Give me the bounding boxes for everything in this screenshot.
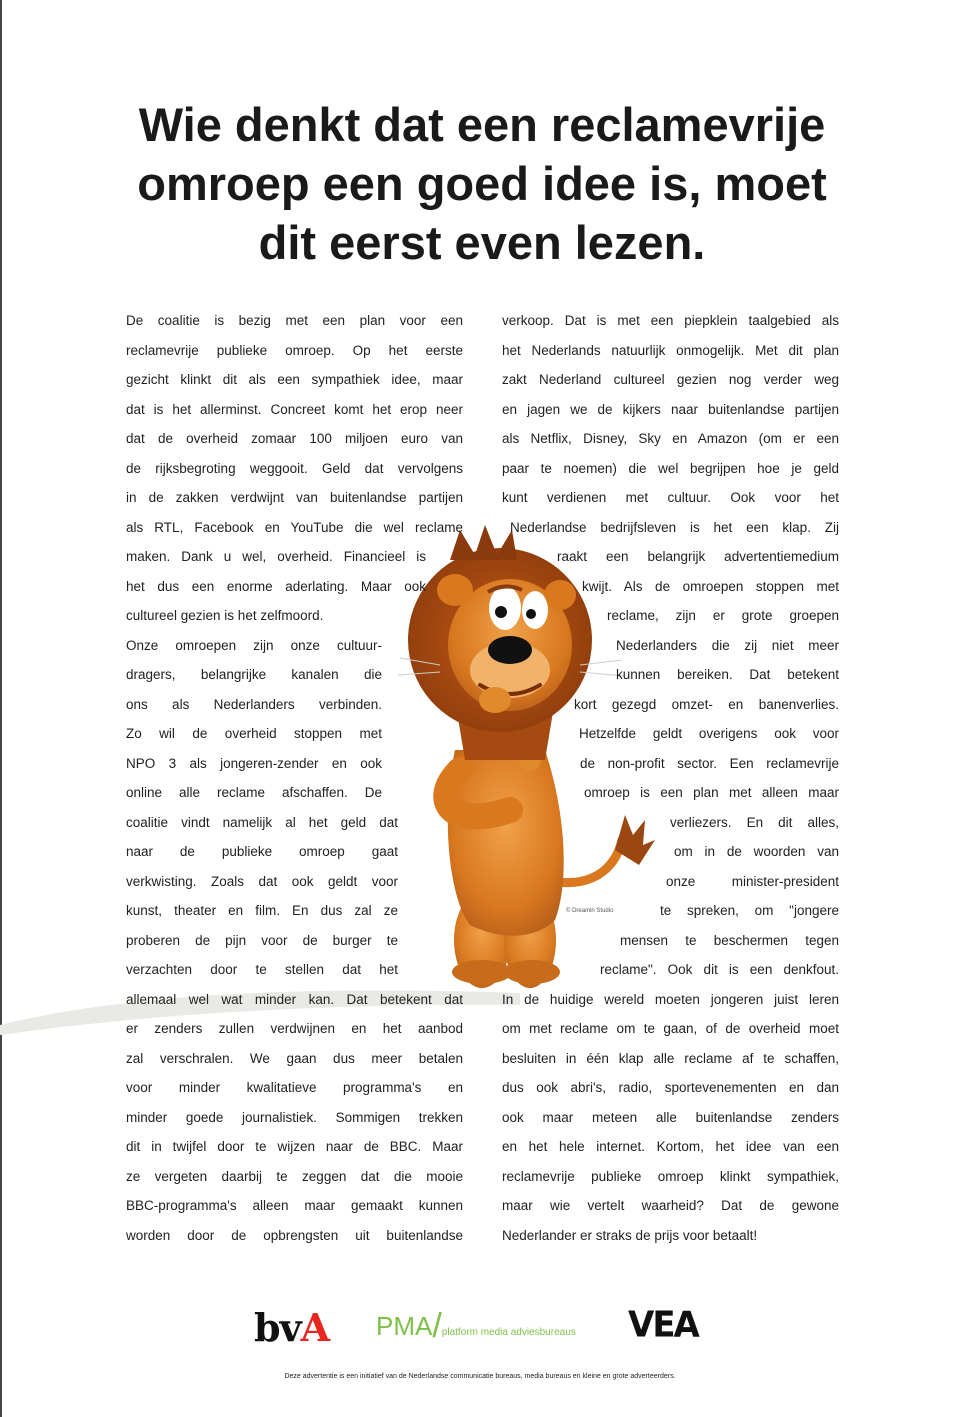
vea-logo: VEA [628, 1304, 698, 1346]
article-line: om met reclame om te gaan, of de overheid moet [502, 1021, 839, 1036]
article-column-right [502, 306, 839, 1250]
article-line: naar de publieke omroep gaat [126, 844, 398, 859]
headline-line: dit eerst even lezen. [258, 216, 706, 269]
article-line: het Nederlands natuurlijk onmogelijk. Met dit plan [502, 342, 839, 358]
article-line: In de huidige wereld moeten jongeren juist leren [502, 991, 839, 1007]
pma-logo-text: PMA [376, 1311, 433, 1341]
pma-logo [376, 1305, 576, 1345]
article-line: paar te noemen) die wel begrijpen hoe je geld [502, 460, 839, 476]
article-line: dragers, belangrijke kanalen die [126, 667, 382, 682]
article-line: mensen te beschermen tegen [620, 932, 839, 948]
article-line: Nederlanders die zij niet meer [616, 637, 839, 653]
article-line: worden door de opbrengsten uit buitenlandse [126, 1227, 463, 1243]
bva-logo-main: bv [254, 1305, 301, 1350]
article-line: Zo wil de overheid stoppen met [126, 726, 382, 741]
article-line: verkwisting. Zoals dat ook geldt voor [126, 873, 398, 889]
article-line: reclame, zijn er grote groepen [607, 608, 839, 623]
article-line: Nederlander er straks de prijs voor betaalt! [502, 1227, 758, 1243]
article-line: Nederlandse bedrijfsleven is het een klap. Zij [510, 519, 839, 535]
article-line: de rijksbegroting weggooit. Geld dat vervolgens [126, 460, 463, 476]
article-line: gezicht klinkt dit als een sympathiek idee, maar [126, 372, 463, 387]
article-line: kort gezegd omzet- en banenverlies. [574, 696, 839, 712]
article-column-left [126, 306, 463, 1250]
article-line: zal verschralen. We gaan dus meer betalen [126, 1050, 463, 1066]
headline [100, 95, 864, 272]
article-line: het dus een enorme aderlating. Maar ook [126, 578, 426, 594]
article-line: kunnen bereiken. Dat betekent [616, 667, 839, 682]
article-line: voor minder kwalitatieve programma's en [126, 1080, 463, 1095]
article-line: cultureel gezien is het zelfmoord. [126, 608, 324, 623]
article-line: verliezers. En dit alles, [670, 814, 839, 830]
article-line: dus ook abri's, radio, sportevenementen en dan [502, 1080, 839, 1095]
article-line: reclame". Ook dit is een denkfout. [600, 962, 839, 977]
article-line: als RTL, Facebook en YouTube die wel reclame [126, 519, 463, 535]
article-line: verzachten door te stellen dat het [126, 962, 398, 977]
headline-line: Wie denkt dat een reclamevrije [138, 98, 826, 151]
article-line: Onze omroepen zijn onze cultuur- [126, 637, 382, 653]
article-line: verkoop. Dat is met een piepklein taalgebied als [502, 313, 839, 328]
article-line: kunt verdienen met cultuur. Ook voor het [502, 490, 839, 505]
article-line: onze minister-president [666, 873, 839, 889]
article-line: ons als Nederlanders verbinden. [126, 696, 382, 712]
article-line: allemaal wel wat minder kan. Dat betekent dat [126, 991, 463, 1007]
article-line: NPO 3 als jongeren-zender en ook [126, 755, 382, 771]
pma-logo-slash: / [432, 1307, 442, 1345]
article-line: zakt Nederland cultureel gezien nog verder weg [502, 372, 839, 387]
image-credit: © Dreamin Studio [566, 908, 614, 914]
article-line: er zenders zullen verdwijnen en het aanbod [126, 1021, 463, 1036]
article-line: de non-profit sector. Een reclamevrije [580, 755, 839, 771]
page-border [0, 0, 2, 1417]
article-line: ook maar meteen alle buitenlandse zenders [502, 1109, 839, 1125]
headline-line: omroep een goed idee is, moet [137, 157, 827, 210]
article-line: en het hele internet. Kortom, het idee van een [502, 1139, 839, 1154]
article-line: De coalitie is bezig met een plan voor een [126, 313, 463, 328]
article-line: te spreken, om "jongere [660, 903, 839, 918]
article-line: minder goede journalistiek. Sommigen trekken [126, 1109, 463, 1125]
bva-logo-accent: A [300, 1305, 330, 1350]
article-line: om in de woorden van [674, 844, 839, 859]
footer-note: Deze advertentie is een initiatief van de Nederlandse communicatie bureaus, media bureaus en kleine en grote adverteerders. [284, 1373, 676, 1380]
article-line: als Netflix, Disney, Sky en Amazon (om er een [502, 431, 839, 446]
bva-logo [254, 1305, 330, 1350]
article-line: raakt een belangrijk advertentiemedium [557, 549, 839, 564]
article-line: omroep is een plan met alleen maar [584, 785, 839, 800]
pma-logo-subtitle: platform media adviesbureaus [441, 1327, 576, 1338]
article-line: maken. Dank u wel, overheid. Financieel is [126, 549, 426, 564]
article-line: reclamevrije publieke omroep klinkt sympathiek, [502, 1168, 839, 1184]
article-line: coalitie vindt namelijk al het geld dat [126, 814, 398, 830]
article-line: maar wie vertelt waarheid? Dat de gewone [502, 1198, 839, 1213]
article-line: en jagen we de kijkers naar buitenlandse partijen [502, 401, 839, 417]
article-line: reclamevrije publieke omroep. Op het eerste [126, 342, 463, 358]
article-line: ze vergeten daarbij te zeggen dat die mooie [126, 1168, 463, 1184]
article-line: BBC-programma's alleen maar gemaakt kunnen [126, 1198, 463, 1213]
article-line: besluiten in één klap alle reclame af te schaffen, [502, 1050, 839, 1066]
article-line: proberen de pijn voor de burger te [126, 932, 398, 948]
article-line: kunst, theater en film. En dus zal ze [126, 903, 398, 918]
article-line: dit in twijfel door te wijzen naar de BBC. Maar [126, 1139, 463, 1154]
article-line: dat is het allerminst. Concreet komt het erop neer [126, 401, 463, 417]
article-line: kwijt. Als de omroepen stoppen met [582, 578, 839, 594]
article-line: Hetzelfde geldt overigens ook voor [579, 726, 839, 741]
article-line: dat de overheid zomaar 100 miljoen euro van [126, 431, 463, 446]
article-line: in de zakken verdwijnt van buitenlandse partijen [126, 490, 463, 505]
article-line: online alle reclame afschaffen. De [126, 785, 382, 800]
